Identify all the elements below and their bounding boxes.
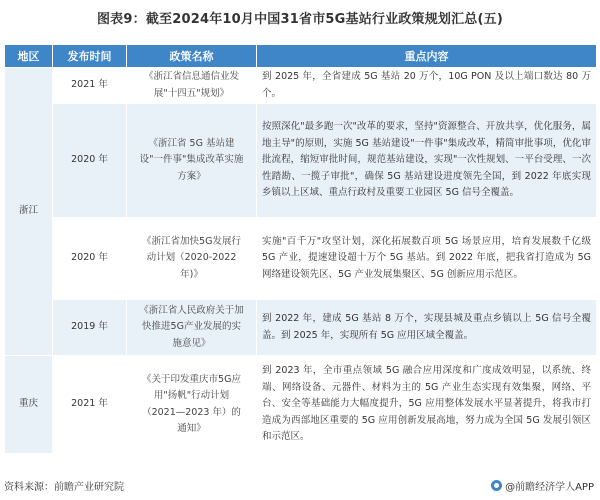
header-region: 地区 (5, 45, 53, 68)
table-row (5, 218, 597, 300)
header-content: 重点内容 (257, 45, 597, 68)
content-cell: 到 2025 年，全省建成 5G 基站 20 万个，10G PON 及以上端口数达 80 万个。 (257, 68, 597, 104)
year-cell: 2021 年 (53, 356, 127, 454)
policy-cell: 《关于印发重庆市5G应用"扬帆"行动计划（2021—2023 年）的通知》 (127, 356, 257, 454)
policy-cell: 《浙江省信息通信业发展"十四五"规划》 (127, 68, 257, 104)
content-cell: 到 2022 年，建成 5G 基站 8 万个，实现县城及重点乡镇以上 5G 信号全覆盖。到 2025 年，实现所有 5G 应用区域全覆盖。 (257, 300, 597, 356)
policy-table (4, 44, 597, 454)
policy-cell: 《浙江省 5G 基站建设"一件事"集成改革实施方案》 (127, 104, 257, 218)
policy-table-container (4, 44, 596, 454)
year-cell: 2020 年 (53, 218, 127, 300)
table-row (5, 68, 597, 104)
table-header-row (5, 45, 597, 68)
page-title: 图表9：截至2024年10月中国31省市5G基站行业政策规划汇总(五) (96, 12, 503, 27)
brand-logo-icon (491, 480, 502, 491)
region-cell-zhejiang: 浙江 (5, 68, 53, 356)
brand-label: @前瞻经济学人APP (505, 482, 594, 493)
header-policy: 政策名称 (127, 45, 257, 68)
region-cell-chongqing: 重庆 (5, 356, 53, 454)
table-row (5, 356, 597, 454)
table-row (5, 104, 597, 218)
header-date: 发布时间 (53, 45, 127, 68)
content-cell: 到 2023 年，全市重点领域 5G 融合应用深度和广度成效明显，以系统、终端、网络设备、元器件、材料为主的 5G 产业生态实现有效集聚，网络、平台、安全等基础能力大幅度提升，5G 应用整体发展水平显著提升，将我市打造成为西部地区重要的 5G 应用创新发展高地，努力成为全国 5G 发展引领区和示范区。 (257, 356, 597, 454)
policy-cell: 《浙江省人民政府关于加快推进5G产业发展的实施意见》 (127, 300, 257, 356)
year-cell: 2021 年 (53, 68, 127, 104)
source-note: 资料来源：前瞻产业研究院 (4, 482, 124, 493)
footer (4, 478, 594, 493)
year-cell: 2019 年 (53, 300, 127, 356)
year-cell: 2020 年 (53, 104, 127, 218)
policy-cell: 《浙江省加快5G发展行动计划（2020-2022 年)》 (127, 218, 257, 300)
content-cell: 实施"百千万"攻坚计划，深化拓展数百项 5G 场景应用，培育发展数千亿级 5G 产业，提速建设超十万个 5G 基站。到 2022 年底，把我省打造成为 5G 网络建设领先区、5G 产业发展集聚区、5G 创新应用示范区。 (257, 218, 597, 300)
table-row (5, 300, 597, 356)
content-cell: 按照深化"最多跑一次"改革的要求，坚持"资源整合、开放共享，优化服务，属地主导"的原则，实施 5G 基站建设"一件事"集成改革，精简审批事项，优化审批流程，缩短审批时间，规范基站建设，实现"一次性规划、一平台受理、一次性踏勘、一揽子审批"，确保 5G 基站建设进度领先全国，到 2022 年底实现乡镇以上区域、重点行政村及重要工业园区 5G 信号全覆盖。 (257, 104, 597, 218)
brand (491, 478, 594, 493)
